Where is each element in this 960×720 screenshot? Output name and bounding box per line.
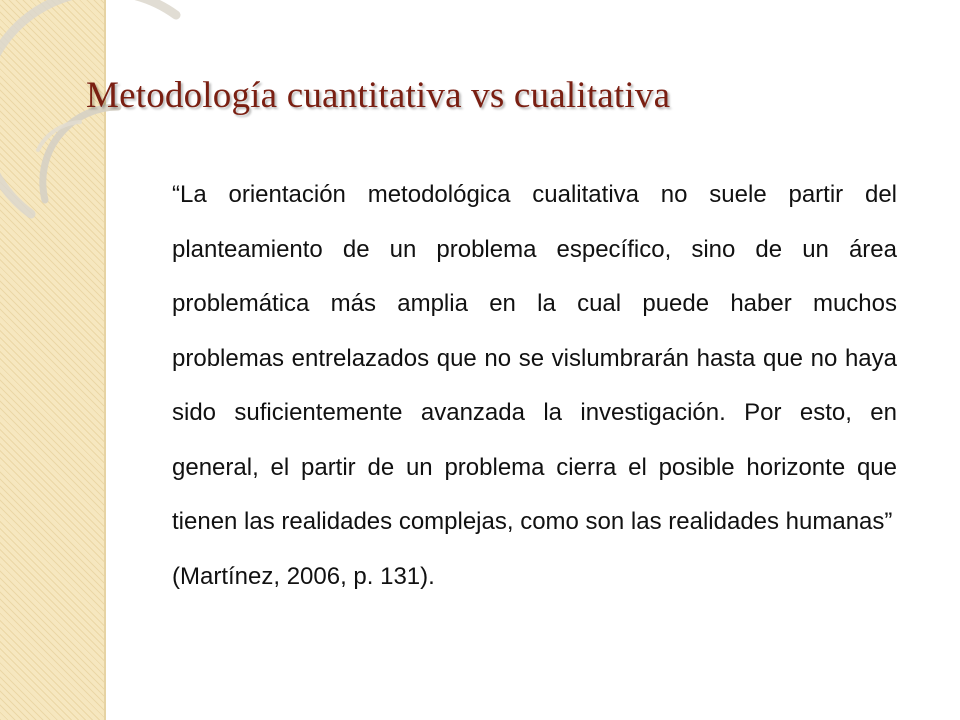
quote-paragraph: “La orientación metodológica cualitativa no suele partir del planteamiento de un problema específico, sino de un área problemática más amplia en la cual puede haber muchos problemas entrelazados que no se vislumbrarán hasta que no haya sido suficientemente avanzada la investigación. Por esto, en general, el partir de un problema cierra el posible horizonte que tienen las realidades complejas, como son las realidades humanas” (Martínez, 2006, p. 131). bbox=[172, 181, 897, 590]
slide-title: Metodología cuantitativa vs cualitativa bbox=[86, 75, 671, 116]
